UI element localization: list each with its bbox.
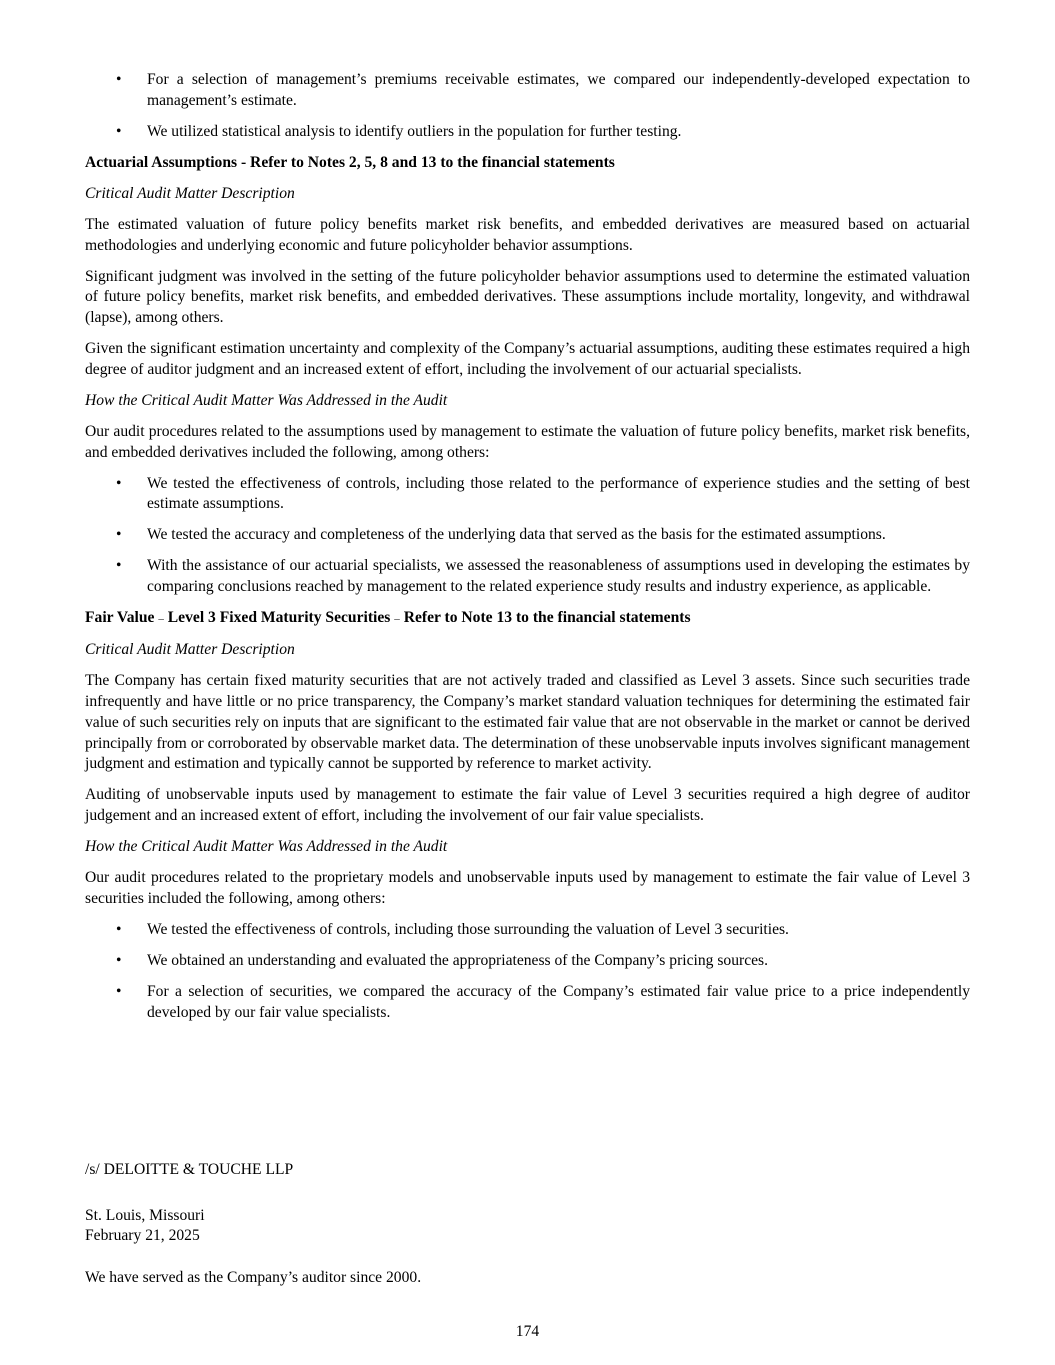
heading-part: Fair Value — [85, 609, 155, 627]
paragraph: Our audit procedures related to the assumptions used by management to estimate the valuation of future policy benefits, market risk benefits, and embedded derivatives included the following, among others: — [85, 422, 970, 461]
paragraph: The estimated valuation of future policy benefits market risk benefits, and embedded derivatives are measured based on actuarial methodologies and underlying economic and future policyholder behavior assumptions. — [85, 215, 970, 254]
bullet-icon: • — [116, 474, 122, 492]
bullet-icon: • — [116, 951, 122, 969]
paragraph: Auditing of unobservable inputs used by management to estimate the fair value of Level 3 securities required a high degree of auditor judgement and an increased extent of effort, including the involvement of our fair value specialists. — [85, 786, 970, 825]
bullet-item — [85, 556, 970, 598]
bullet-item — [85, 474, 970, 516]
subsection-heading: Critical Audit Matter Description — [85, 641, 295, 659]
paragraph: The Company has certain fixed maturity securities that are not actively traded and classified as Level 3 assets. Since such securities trade infrequently and have little or no price transparency, the Company’s market standard valuation techniques for determining the estimated fair value of such securities rely on inputs that are significant to the estimated fair value that are not observable in the market or cannot be derived principally from or corroborated by observable market data. The determination of these unobservable inputs involves significant management judgment and estimation and typically cannot be supported by reference to market activity. — [85, 672, 970, 773]
heading-part: Refer to Note 13 to the financial statements — [403, 609, 691, 627]
bullet-icon: • — [116, 122, 122, 140]
paragraph: Our audit procedures related to the proprietary models and unobservable inputs used by management to estimate the fair value of Level 3 securities included the following, among others: — [85, 869, 970, 907]
bullet-item — [85, 122, 970, 143]
bullet-icon: • — [116, 982, 122, 1000]
section-heading — [85, 608, 970, 630]
bullet-icon: • — [116, 557, 122, 575]
bullet-text: We tested the effectiveness of controls, including those surrounding the valuation of Level 3 securities. — [147, 920, 789, 938]
bullet-item — [85, 982, 970, 1024]
bullet-text: We utilized statistical analysis to identify outliers in the population for further testing. — [147, 122, 682, 140]
document-body — [85, 70, 970, 1034]
subsection-heading: How the Critical Audit Matter Was Addressed in the Audit — [85, 391, 448, 409]
bullet-item — [85, 951, 970, 972]
signature-city: St. Louis, Missouri — [85, 1207, 205, 1224]
bullet-text: For a selection of securities, we compared the accuracy of the Company’s estimated fair value price to a price independently developed by our fair value specialists. — [147, 982, 970, 1021]
page-number: 174 — [515, 1323, 540, 1340]
section-heading: Actuarial Assumptions - Refer to Notes 2, 5, 8 and 13 to the financial statements — [85, 153, 615, 171]
bullet-text: We tested the effectiveness of controls, including those related to the performance of experience studies and the setting of best estimate assumptions. — [147, 474, 970, 513]
paragraph: Given the significant estimation uncertainty and complexity of the Company’s actuarial assumptions, auditing these estimates required a high degree of auditor judgment and an increased extent of effort, including the involvement of our actuarial specialists. — [85, 340, 970, 378]
bullet-text: For a selection of management’s premiums receivable estimates, we compared our independently-developed expectation to management’s estimate. — [147, 71, 970, 109]
bullet-item — [85, 920, 970, 941]
bullet-icon: • — [116, 526, 122, 544]
heading-dash: – — [158, 613, 164, 626]
heading-part: Level 3 Fixed Maturity Securities — [167, 609, 391, 627]
paragraph: Significant judgment was involved in the setting of the future policyholder behavior assumptions used to determine the estimated valuation of future policy benefits, market risk benefits, and embedded derivatives. These assumptions include mortality, longevity, and withdrawal (lapse), among others. — [85, 267, 970, 327]
bullet-text: We obtained an understanding and evaluated the appropriateness of the Company’s pricing sources. — [147, 951, 769, 969]
heading-dash: – — [394, 613, 400, 626]
subsection-heading: How the Critical Audit Matter Was Addressed in the Audit — [85, 838, 448, 856]
subsection-heading: Critical Audit Matter Description — [85, 184, 295, 202]
signature-date: February 21, 2025 — [85, 1227, 200, 1244]
bullet-item — [85, 70, 970, 112]
bullet-item — [85, 525, 970, 546]
bullet-text: We tested the accuracy and completeness of the underlying data that served as the basis for the estimated assumptions. — [147, 526, 886, 544]
auditor-signature: /s/ DELOITTE & TOUCHE LLP — [85, 1161, 294, 1178]
bullet-text: With the assistance of our actuarial specialists, we assessed the reasonableness of assumptions used in developing the estimates by comparing conclusions reached by management to the related experience study results and industry experience, as applicable. — [147, 557, 970, 596]
bullet-icon: • — [116, 920, 122, 938]
auditor-tenure: We have served as the Company’s auditor since 2000. — [85, 1269, 422, 1286]
bullet-icon: • — [116, 71, 122, 88]
